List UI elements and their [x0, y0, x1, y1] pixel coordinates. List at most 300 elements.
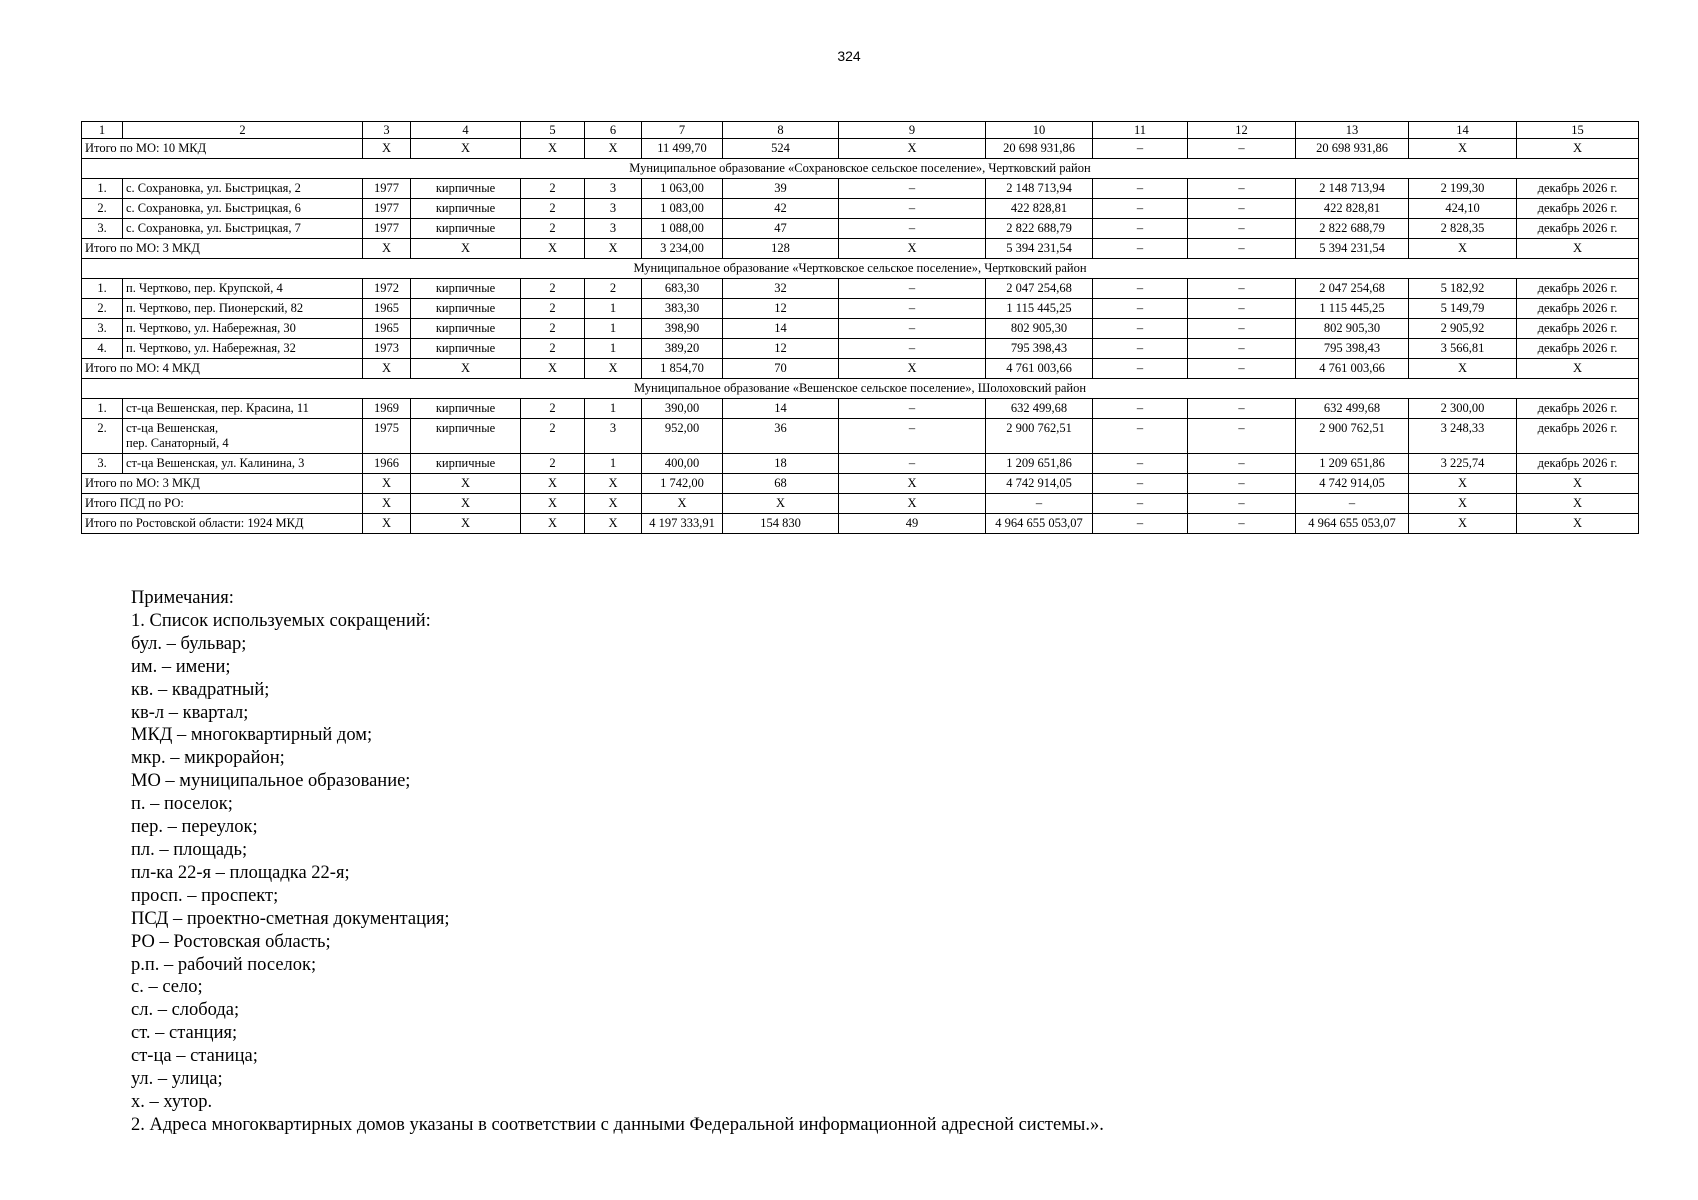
column-number-header: 6: [585, 122, 642, 139]
table-cell: 389,20: [642, 339, 723, 359]
table-cell: –: [1093, 419, 1188, 454]
total-cell: –: [1093, 239, 1188, 259]
table-cell: 2 047 254,68: [986, 279, 1093, 299]
total-cell: X: [585, 474, 642, 494]
address-cell: с. Сохрановка, ул. Быстрицкая, 6: [123, 199, 363, 219]
total-cell: 4 761 003,66: [986, 359, 1093, 379]
column-number-header: 7: [642, 122, 723, 139]
total-cell: –: [1188, 239, 1296, 259]
table-cell: –: [1093, 454, 1188, 474]
table-cell: 632 499,68: [986, 399, 1093, 419]
total-cell: X: [411, 239, 521, 259]
note-line: МКД – многоквартирный дом;: [131, 725, 373, 746]
table-cell: 632 499,68: [1296, 399, 1409, 419]
table-cell: 1 115 445,25: [1296, 299, 1409, 319]
row-number-cell: 1.: [82, 399, 123, 419]
table-cell: 2 148 713,94: [1296, 179, 1409, 199]
total-label: Итого по МО: 4 МКД: [82, 359, 363, 379]
row-number-cell: 1.: [82, 279, 123, 299]
table-cell: 1: [585, 399, 642, 419]
table-cell: 2: [521, 179, 585, 199]
table-cell: кирпичные: [411, 419, 521, 454]
table-cell: 1975: [363, 419, 411, 454]
table-cell: 3: [585, 219, 642, 239]
total-cell: 4 761 003,66: [1296, 359, 1409, 379]
total-cell: X: [1517, 359, 1639, 379]
table-cell: 1 209 651,86: [1296, 454, 1409, 474]
total-cell: X: [411, 139, 521, 159]
note-line: просп. – проспект;: [131, 885, 279, 906]
total-cell: 524: [723, 139, 839, 159]
table-cell: 36: [723, 419, 839, 454]
total-row: [82, 514, 1639, 534]
notes-section: [131, 587, 1104, 1137]
total-cell: X: [411, 514, 521, 534]
table-cell: –: [1188, 279, 1296, 299]
table-cell: 18: [723, 454, 839, 474]
table-cell: 39: [723, 179, 839, 199]
total-cell: –: [1093, 139, 1188, 159]
note-line: мкр. – микрорайон;: [131, 748, 285, 769]
note-line: РО – Ростовская область;: [131, 931, 331, 952]
table-cell: 952,00: [642, 419, 723, 454]
table-row: [82, 399, 1639, 419]
table-cell: декабрь 2026 г.: [1517, 319, 1639, 339]
column-number-header: 8: [723, 122, 839, 139]
table-cell: 422 828,81: [1296, 199, 1409, 219]
table-cell: 2: [521, 419, 585, 454]
total-cell: X: [521, 239, 585, 259]
total-cell: –: [1093, 514, 1188, 534]
table-cell: –: [1188, 179, 1296, 199]
table-cell: декабрь 2026 г.: [1517, 279, 1639, 299]
total-cell: X: [363, 239, 411, 259]
total-cell: X: [839, 239, 986, 259]
table-cell: 12: [723, 299, 839, 319]
total-cell: 1 742,00: [642, 474, 723, 494]
table-cell: декабрь 2026 г.: [1517, 454, 1639, 474]
table-cell: 400,00: [642, 454, 723, 474]
table-cell: декабрь 2026 г.: [1517, 399, 1639, 419]
header-row: [82, 122, 1639, 139]
address-cell: п. Чертково, ул. Набережная, 32: [123, 339, 363, 359]
group-header-row: [82, 379, 1639, 399]
table-cell: 795 398,43: [986, 339, 1093, 359]
table-cell: 2 822 688,79: [1296, 219, 1409, 239]
total-cell: X: [1409, 239, 1517, 259]
total-cell: X: [521, 474, 585, 494]
table-cell: –: [839, 419, 986, 454]
table-cell: кирпичные: [411, 454, 521, 474]
note-line: с. – село;: [131, 977, 203, 998]
table-cell: –: [1188, 199, 1296, 219]
table-row: [82, 419, 1639, 454]
table-row: [82, 279, 1639, 299]
houses-table-container: [81, 121, 1626, 534]
table-cell: 424,10: [1409, 199, 1517, 219]
total-cell: 128: [723, 239, 839, 259]
row-number-cell: 2.: [82, 199, 123, 219]
total-cell: X: [839, 494, 986, 514]
total-cell: –: [1093, 494, 1188, 514]
table-cell: 2: [521, 454, 585, 474]
table-cell: 1 209 651,86: [986, 454, 1093, 474]
table-cell: –: [1093, 339, 1188, 359]
table-cell: 1973: [363, 339, 411, 359]
table-cell: 42: [723, 199, 839, 219]
total-cell: X: [521, 514, 585, 534]
column-number-header: 10: [986, 122, 1093, 139]
total-cell: 11 499,70: [642, 139, 723, 159]
table-cell: декабрь 2026 г.: [1517, 219, 1639, 239]
table-cell: 2: [521, 279, 585, 299]
table-cell: –: [839, 399, 986, 419]
table-cell: –: [839, 179, 986, 199]
table-cell: 2 822 688,79: [986, 219, 1093, 239]
table-cell: 14: [723, 319, 839, 339]
table-cell: –: [1188, 219, 1296, 239]
table-row: [82, 339, 1639, 359]
column-number-header: 11: [1093, 122, 1188, 139]
table-cell: кирпичные: [411, 279, 521, 299]
table-cell: 1966: [363, 454, 411, 474]
note-line: 2. Адреса многоквартирных домов указаны в соответствии с данными Федеральной информационной адресной системы.».: [131, 1114, 1104, 1135]
table-row: [82, 299, 1639, 319]
table-cell: 398,90: [642, 319, 723, 339]
table-cell: 1965: [363, 319, 411, 339]
note-line: пл. – площадь;: [131, 839, 248, 860]
note-line: ул. – улица;: [131, 1069, 223, 1090]
table-cell: декабрь 2026 г.: [1517, 299, 1639, 319]
table-cell: декабрь 2026 г.: [1517, 339, 1639, 359]
table-cell: 3: [585, 179, 642, 199]
group-header-row: [82, 259, 1639, 279]
total-cell: X: [1409, 514, 1517, 534]
table-row: [82, 199, 1639, 219]
table-cell: 2: [521, 219, 585, 239]
row-number-cell: 2.: [82, 419, 123, 454]
municipality-title: Муниципальное образование «Вешенское сельское поселение», Шолоховский район: [82, 379, 1639, 399]
total-cell: X: [1517, 514, 1639, 534]
table-cell: 422 828,81: [986, 199, 1093, 219]
table-row: [82, 454, 1639, 474]
total-cell: 20 698 931,86: [1296, 139, 1409, 159]
total-cell: 154 830: [723, 514, 839, 534]
note-line: сл. – слобода;: [131, 1000, 240, 1021]
note-line: ПСД – проектно-сметная документация;: [131, 908, 450, 929]
total-cell: X: [1517, 139, 1639, 159]
group-header-row: [82, 159, 1639, 179]
note-line: ст-ца – станица;: [131, 1046, 258, 1067]
table-cell: 3: [585, 419, 642, 454]
total-cell: X: [363, 514, 411, 534]
total-row: [82, 239, 1639, 259]
table-cell: 1965: [363, 299, 411, 319]
houses-table: [81, 121, 1639, 534]
total-cell: 4 197 333,91: [642, 514, 723, 534]
column-number-header: 13: [1296, 122, 1409, 139]
total-cell: –: [1188, 359, 1296, 379]
note-line: р.п. – рабочий поселок;: [131, 954, 317, 975]
table-cell: 2: [521, 299, 585, 319]
address-cell: п. Чертково, пер. Крупской, 4: [123, 279, 363, 299]
address-cell: с. Сохрановка, ул. Быстрицкая, 7: [123, 219, 363, 239]
total-cell: 4 742 914,05: [986, 474, 1093, 494]
column-number-header: 3: [363, 122, 411, 139]
table-cell: 1: [585, 339, 642, 359]
total-cell: X: [585, 359, 642, 379]
total-label: Итого по МО: 3 МКД: [82, 239, 363, 259]
address-cell: п. Чертково, ул. Набережная, 30: [123, 319, 363, 339]
note-line: ст. – станция;: [131, 1023, 238, 1044]
table-cell: –: [1093, 399, 1188, 419]
row-number-cell: 2.: [82, 299, 123, 319]
table-cell: –: [1188, 339, 1296, 359]
total-cell: –: [986, 494, 1093, 514]
total-cell: X: [585, 139, 642, 159]
table-cell: 1 088,00: [642, 219, 723, 239]
total-cell: 4 964 655 053,07: [986, 514, 1093, 534]
address-cell: ст-ца Вешенская, пер. Красина, 11: [123, 399, 363, 419]
total-label: Итого по МО: 10 МКД: [82, 139, 363, 159]
table-cell: кирпичные: [411, 299, 521, 319]
total-cell: X: [585, 494, 642, 514]
total-cell: X: [585, 514, 642, 534]
table-cell: 1977: [363, 219, 411, 239]
page-number: 324: [837, 48, 861, 64]
total-cell: X: [1409, 139, 1517, 159]
table-cell: 47: [723, 219, 839, 239]
total-cell: 1 854,70: [642, 359, 723, 379]
table-row: [82, 219, 1639, 239]
total-cell: –: [1188, 139, 1296, 159]
note-line: кв. – квадратный;: [131, 679, 270, 700]
total-cell: X: [839, 139, 986, 159]
table-cell: –: [839, 199, 986, 219]
column-number-header: 2: [123, 122, 363, 139]
table-cell: кирпичные: [411, 339, 521, 359]
total-cell: X: [1517, 239, 1639, 259]
table-cell: 2: [521, 339, 585, 359]
table-cell: 2: [521, 319, 585, 339]
note-line: п. – поселок;: [131, 794, 233, 815]
total-cell: X: [1517, 494, 1639, 514]
total-cell: 4 964 655 053,07: [1296, 514, 1409, 534]
table-cell: 3 248,33: [1409, 419, 1517, 454]
note-line: им. – имени;: [131, 656, 231, 677]
total-row: [82, 139, 1639, 159]
table-cell: кирпичные: [411, 319, 521, 339]
table-cell: 1977: [363, 199, 411, 219]
table-cell: 1 063,00: [642, 179, 723, 199]
total-cell: 3 234,00: [642, 239, 723, 259]
total-cell: X: [723, 494, 839, 514]
table-cell: –: [1093, 299, 1188, 319]
table-cell: –: [1093, 219, 1188, 239]
total-label: Итого по МО: 3 МКД: [82, 474, 363, 494]
table-cell: 12: [723, 339, 839, 359]
table-row: [82, 179, 1639, 199]
table-cell: 1: [585, 454, 642, 474]
table-body: [82, 122, 1639, 534]
municipality-title: Муниципальное образование «Чертковское сельское поселение», Чертковский район: [82, 259, 1639, 279]
municipality-title: Муниципальное образование «Сохрановское сельское поселение», Чертковский район: [82, 159, 1639, 179]
table-cell: –: [1188, 419, 1296, 454]
total-cell: 5 394 231,54: [986, 239, 1093, 259]
total-cell: X: [1409, 359, 1517, 379]
table-cell: 1 083,00: [642, 199, 723, 219]
total-cell: X: [585, 239, 642, 259]
table-cell: –: [1188, 454, 1296, 474]
total-row: [82, 359, 1639, 379]
column-number-header: 12: [1188, 122, 1296, 139]
notes-title: Примечания:: [131, 588, 234, 608]
table-cell: –: [1093, 179, 1188, 199]
table-row: [82, 319, 1639, 339]
total-cell: –: [1188, 474, 1296, 494]
total-cell: 5 394 231,54: [1296, 239, 1409, 259]
total-cell: X: [1409, 474, 1517, 494]
total-cell: X: [411, 359, 521, 379]
table-cell: –: [839, 319, 986, 339]
total-cell: X: [521, 359, 585, 379]
table-cell: –: [1188, 299, 1296, 319]
column-number-header: 15: [1517, 122, 1639, 139]
total-label: Итого ПСД по РО:: [82, 494, 363, 514]
table-cell: 795 398,43: [1296, 339, 1409, 359]
total-cell: X: [363, 359, 411, 379]
table-cell: 2 905,92: [1409, 319, 1517, 339]
total-cell: X: [839, 474, 986, 494]
total-label: Итого по Ростовской области: 1924 МКД: [82, 514, 363, 534]
table-cell: 802 905,30: [986, 319, 1093, 339]
table-cell: 802 905,30: [1296, 319, 1409, 339]
row-number-cell: 4.: [82, 339, 123, 359]
table-cell: 1977: [363, 179, 411, 199]
column-number-header: 9: [839, 122, 986, 139]
table-cell: 1969: [363, 399, 411, 419]
table-cell: 2 199,30: [1409, 179, 1517, 199]
table-cell: 2: [521, 199, 585, 219]
table-cell: –: [839, 454, 986, 474]
total-cell: –: [1093, 474, 1188, 494]
total-cell: X: [411, 474, 521, 494]
total-row: [82, 494, 1639, 514]
table-cell: декабрь 2026 г.: [1517, 199, 1639, 219]
column-number-header: 1: [82, 122, 123, 139]
table-cell: 1 115 445,25: [986, 299, 1093, 319]
note-line: бул. – бульвар;: [131, 633, 247, 654]
table-cell: декабрь 2026 г.: [1517, 179, 1639, 199]
table-cell: –: [1093, 319, 1188, 339]
total-cell: 70: [723, 359, 839, 379]
total-cell: X: [363, 494, 411, 514]
address-cell: ст-ца Вешенская, пер. Санаторный, 4: [123, 419, 363, 454]
total-cell: 4 742 914,05: [1296, 474, 1409, 494]
total-cell: –: [1093, 359, 1188, 379]
table-cell: кирпичные: [411, 199, 521, 219]
total-cell: –: [1188, 494, 1296, 514]
table-cell: –: [839, 299, 986, 319]
table-cell: 1: [585, 319, 642, 339]
table-cell: 2 047 254,68: [1296, 279, 1409, 299]
table-cell: –: [1093, 199, 1188, 219]
address-cell: с. Сохрановка, ул. Быстрицкая, 2: [123, 179, 363, 199]
note-line: МО – муниципальное образование;: [131, 771, 411, 792]
note-line: пер. – переулок;: [131, 817, 258, 838]
table-cell: –: [1093, 279, 1188, 299]
table-cell: 3: [585, 199, 642, 219]
row-number-cell: 1.: [82, 179, 123, 199]
total-cell: X: [521, 139, 585, 159]
table-cell: 2: [521, 399, 585, 419]
row-number-cell: 3.: [82, 219, 123, 239]
table-cell: 2 900 762,51: [1296, 419, 1409, 454]
total-cell: X: [411, 494, 521, 514]
table-cell: –: [839, 279, 986, 299]
total-row: [82, 474, 1639, 494]
column-number-header: 14: [1409, 122, 1517, 139]
table-cell: 2 148 713,94: [986, 179, 1093, 199]
total-cell: –: [1296, 494, 1409, 514]
note-line: кв-л – квартал;: [131, 702, 249, 723]
table-cell: 2: [585, 279, 642, 299]
table-cell: 2 828,35: [1409, 219, 1517, 239]
table-cell: 5 149,79: [1409, 299, 1517, 319]
address-cell: ст-ца Вешенская, ул. Калинина, 3: [123, 454, 363, 474]
table-cell: 5 182,92: [1409, 279, 1517, 299]
table-cell: 1: [585, 299, 642, 319]
table-cell: 2 300,00: [1409, 399, 1517, 419]
note-line: 1. Список используемых сокращений:: [131, 610, 431, 631]
total-cell: X: [363, 139, 411, 159]
total-cell: X: [642, 494, 723, 514]
total-cell: X: [1409, 494, 1517, 514]
table-cell: 3 225,74: [1409, 454, 1517, 474]
total-cell: 20 698 931,86: [986, 139, 1093, 159]
table-cell: 2 900 762,51: [986, 419, 1093, 454]
column-number-header: 4: [411, 122, 521, 139]
table-cell: 14: [723, 399, 839, 419]
table-cell: 683,30: [642, 279, 723, 299]
note-line: х. – хутор.: [131, 1091, 213, 1112]
table-cell: 32: [723, 279, 839, 299]
table-cell: 390,00: [642, 399, 723, 419]
column-number-header: 5: [521, 122, 585, 139]
table-cell: кирпичные: [411, 399, 521, 419]
total-cell: X: [363, 474, 411, 494]
note-line: пл-ка 22-я – площадка 22-я;: [131, 862, 350, 883]
table-cell: –: [839, 339, 986, 359]
total-cell: X: [521, 494, 585, 514]
row-number-cell: 3.: [82, 319, 123, 339]
table-cell: –: [839, 219, 986, 239]
table-cell: –: [1188, 319, 1296, 339]
table-cell: 383,30: [642, 299, 723, 319]
table-cell: 1972: [363, 279, 411, 299]
total-cell: X: [839, 359, 986, 379]
table-cell: кирпичные: [411, 219, 521, 239]
table-cell: декабрь 2026 г.: [1517, 419, 1639, 454]
total-cell: –: [1188, 514, 1296, 534]
address-cell: п. Чертково, пер. Пионерский, 82: [123, 299, 363, 319]
table-cell: кирпичные: [411, 179, 521, 199]
total-cell: 68: [723, 474, 839, 494]
table-cell: –: [1188, 399, 1296, 419]
total-cell: 49: [839, 514, 986, 534]
table-cell: 3 566,81: [1409, 339, 1517, 359]
total-cell: X: [1517, 474, 1639, 494]
